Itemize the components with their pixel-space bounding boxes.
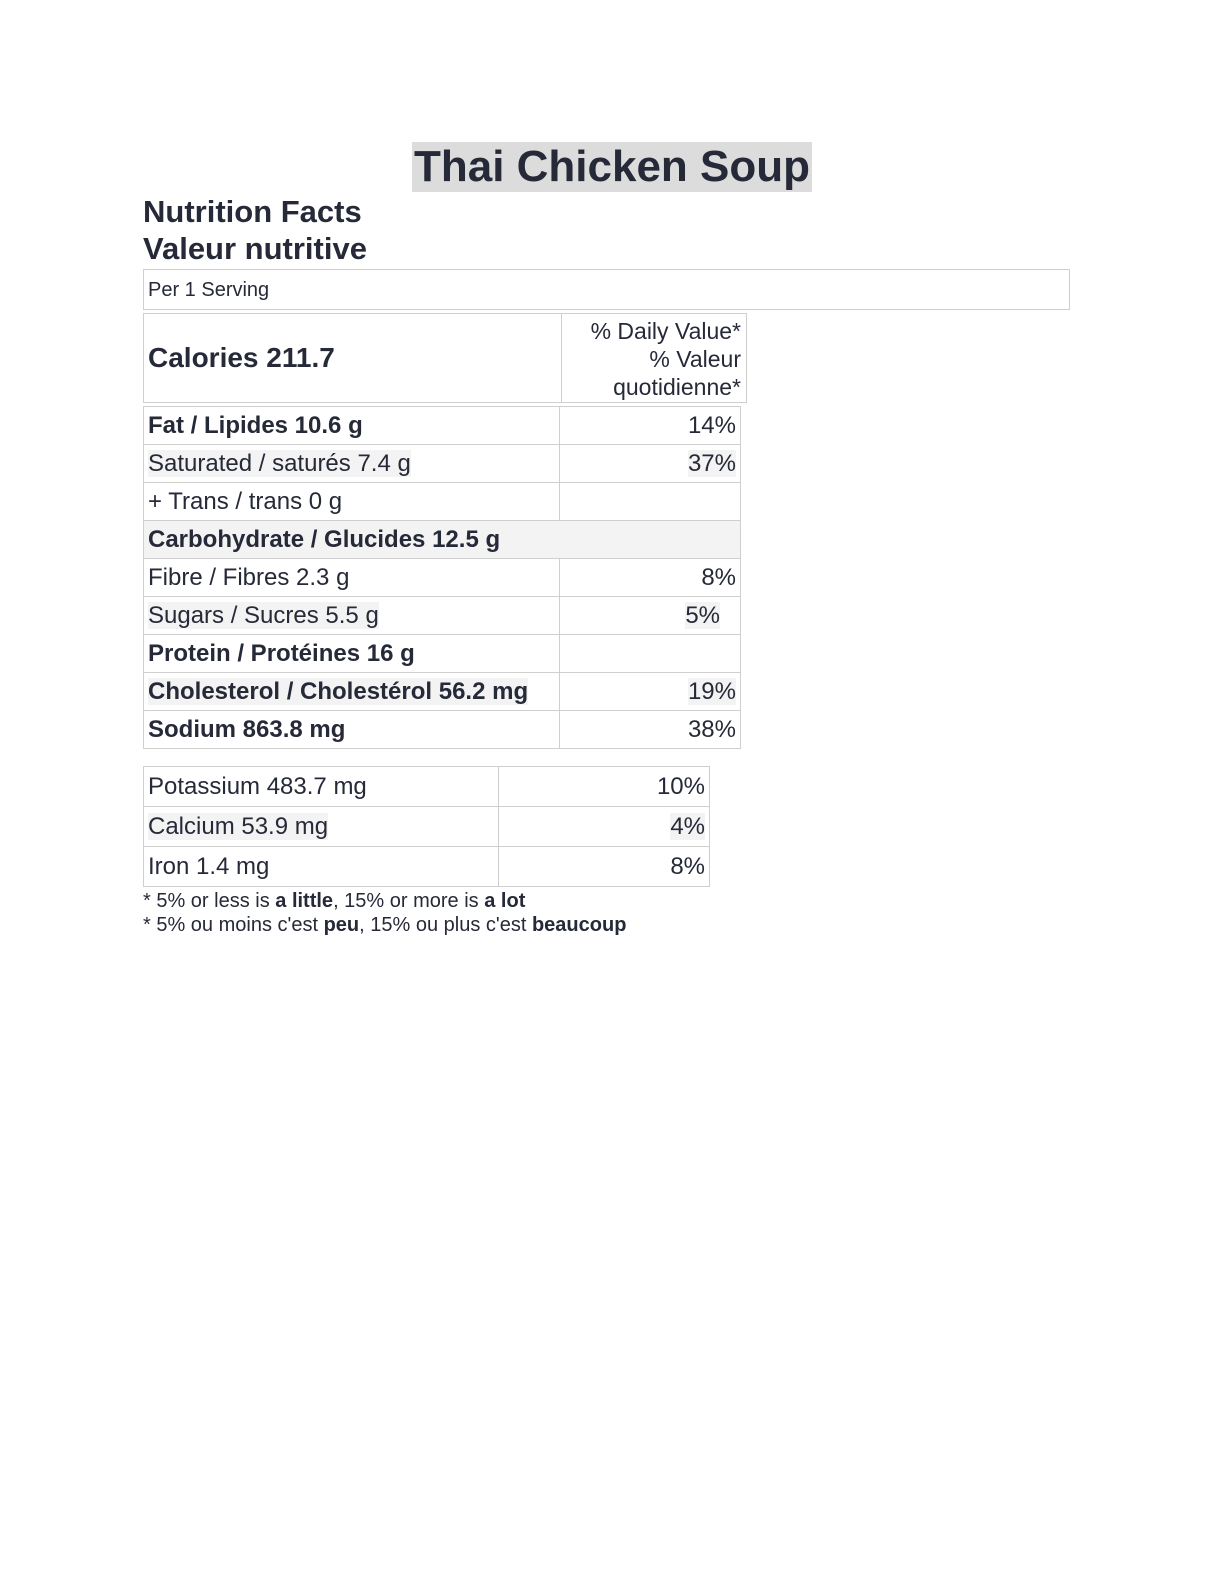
nutrient-table <box>143 406 741 749</box>
recipe-title: Thai Chicken Soup <box>413 142 811 191</box>
footnote-text: * 5% or less is <box>143 890 276 912</box>
nutrient-label: Cholesterol / Cholestérol 56.2 mg <box>148 677 529 705</box>
nutrient-label: + Trans / trans 0 g <box>144 483 560 521</box>
mineral-label: Calcium 53.9 mg <box>148 812 329 840</box>
nutrient-dv: 5% <box>685 601 720 629</box>
daily-value-line1: % Daily Value* <box>590 318 741 344</box>
mineral-row-potassium <box>144 767 710 807</box>
nutrient-label: Saturated / saturés 7.4 g <box>148 449 411 477</box>
footnote-emphasis: a lot <box>484 890 526 912</box>
footnote-french <box>143 913 626 937</box>
calories-row <box>143 313 747 403</box>
nutrient-row-saturated <box>144 445 741 483</box>
daily-value-line2: % Valeur <box>649 346 741 372</box>
nutrient-label: Fat / Lipides 10.6 g <box>144 407 560 445</box>
nutrient-row-trans <box>144 483 741 521</box>
footnote-text: * 5% ou moins c'est <box>143 914 324 936</box>
daily-value-header <box>562 314 746 402</box>
title-container <box>0 142 1224 192</box>
mineral-dv: 8% <box>499 847 710 887</box>
mineral-dv: 4% <box>670 812 705 840</box>
nutrient-dv <box>560 635 741 673</box>
nutrient-dv: 38% <box>560 711 741 749</box>
serving-size: Per 1 Serving <box>143 269 1070 310</box>
nutrient-dv: 14% <box>560 407 741 445</box>
mineral-table <box>143 766 710 887</box>
nutrient-row-fat <box>144 407 741 445</box>
footnote-english <box>143 889 525 913</box>
footnote-text: , 15% or more is <box>333 890 485 912</box>
nutrient-label: Sodium 863.8 mg <box>144 711 560 749</box>
nutrient-label: Protein / Protéines 16 g <box>144 635 560 673</box>
mineral-label: Iron 1.4 mg <box>144 847 499 887</box>
nutrient-label: Fibre / Fibres 2.3 g <box>144 559 560 597</box>
nutrient-dv <box>560 483 741 521</box>
valeur-nutritive-heading: Valeur nutritive <box>143 231 367 266</box>
nutrient-dv: 37% <box>687 449 736 477</box>
nutrient-dv: 8% <box>560 559 741 597</box>
nutrient-row-sodium <box>144 711 741 749</box>
nutrient-row-sugars <box>144 597 741 635</box>
nutrition-facts-heading: Nutrition Facts <box>143 194 362 229</box>
nutrient-row-cholesterol <box>144 673 741 711</box>
mineral-row-calcium <box>144 807 710 847</box>
mineral-row-iron <box>144 847 710 887</box>
nutrient-dv: 19% <box>687 677 736 705</box>
footnote-emphasis: beaucoup <box>531 914 627 936</box>
footnote-emphasis: a little <box>275 890 334 912</box>
nutrient-row-carbohydrate <box>144 521 741 559</box>
nutrient-label: Carbohydrate / Glucides 12.5 g <box>144 521 741 559</box>
nutrient-row-protein <box>144 635 741 673</box>
nutrient-row-fibre <box>144 559 741 597</box>
nutrient-label: Sugars / Sucres 5.5 g <box>148 601 379 629</box>
mineral-label: Potassium 483.7 mg <box>144 767 499 807</box>
calories-value: Calories 211.7 <box>144 314 562 402</box>
footnote-emphasis: peu <box>323 914 360 936</box>
footnote-text: , 15% ou plus c'est <box>359 914 532 936</box>
daily-value-line3: quotidienne* <box>613 374 741 400</box>
mineral-dv: 10% <box>499 767 710 807</box>
